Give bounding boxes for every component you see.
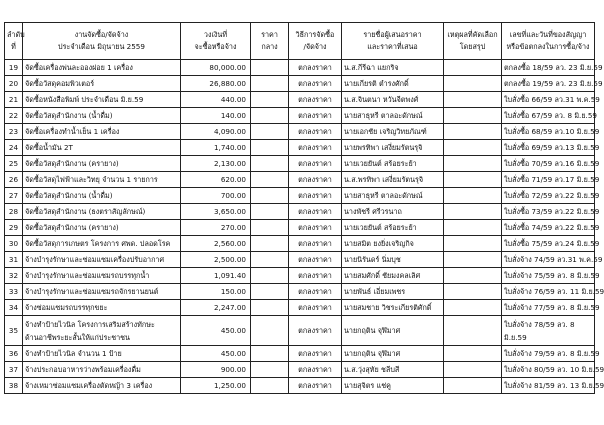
row-method: ตกลงราคา — [289, 108, 342, 124]
row-method: ตกลงราคา — [289, 220, 342, 236]
row-bidder: น.ส.กีรีฉา แยกริจ — [342, 60, 444, 76]
row-number: 38 — [5, 378, 23, 394]
row-item: จ้างบำรุงรักษาและซ่อมแซมเครื่องปรับอากาศ — [23, 252, 181, 268]
row-bidder: นายสาธุหรี ตาลอะดักษณ์ — [342, 188, 444, 204]
row-contract: ใบสั่งซื้อ 72/59 ลว.22 มิ.ย.59 — [502, 188, 595, 204]
table-row — [5, 316, 595, 346]
row-method: ตกลงราคา — [289, 60, 342, 76]
row-bidder: นายสาธุหรี ตาลอะดักษณ์ — [342, 108, 444, 124]
row-number: 36 — [5, 346, 23, 362]
row-contract: ใบสั่งจ้าง 81/59 ลว. 13 มิ.ย.59 — [502, 378, 595, 394]
row-method: ตกลงราคา — [289, 188, 342, 204]
table-row — [5, 268, 595, 284]
row-reason — [444, 140, 502, 156]
row-bidder: น.ส.จินตนา หวันจีตพงศ์ — [342, 92, 444, 108]
row-reason — [444, 300, 502, 316]
row-median-price — [251, 60, 289, 76]
table-row — [5, 140, 595, 156]
row-median-price — [251, 300, 289, 316]
table-row — [5, 220, 595, 236]
table-row — [5, 300, 595, 316]
row-contract: ใบสั่งจ้าง 77/59 ลว. 8 มิ.ย.59 — [502, 300, 595, 316]
table-row — [5, 76, 595, 92]
row-item: จัดซื้อวัสดุคอมพิวเตอร์ — [23, 76, 181, 92]
row-number: 32 — [5, 268, 23, 284]
row-number: 37 — [5, 362, 23, 378]
row-item: จัดซื้อหนังสือพิมพ์ ประจำเดือน มิ.ย.59 — [23, 92, 181, 108]
row-method: ตกลงราคา — [289, 362, 342, 378]
row-median-price — [251, 204, 289, 220]
row-number: 35 — [5, 316, 23, 346]
row-number: 27 — [5, 188, 23, 204]
table-header-row — [5, 23, 595, 60]
row-reason — [444, 92, 502, 108]
row-number: 22 — [5, 108, 23, 124]
row-budget: 700.00 — [181, 188, 251, 204]
row-item: จัดซื้อวัสดุสำนักงาน (น้ำดื่ม) — [23, 108, 181, 124]
row-reason — [444, 76, 502, 92]
row-bidder: นายเวยยันต์ สร้อยระย้า — [342, 220, 444, 236]
row-contract: ใบสั่งจ้าง 76/59 ลว. 11 มิ.ย.59 — [502, 284, 595, 300]
row-item: จ้างประกอบอาหารว่างพร้อมเครื่องดื่ม — [23, 362, 181, 378]
row-bidder: นายพรทิพา เสงี่ยมรัตนรุจิ — [342, 140, 444, 156]
row-contract: ใบสั่งซื้อ 73/59 ลว.22 มิ.ย.59 — [502, 204, 595, 220]
row-method: ตกลงราคา — [289, 204, 342, 220]
row-method: ตกลงราคา — [289, 140, 342, 156]
table-row — [5, 362, 595, 378]
table-row — [5, 188, 595, 204]
row-method: ตกลงราคา — [289, 300, 342, 316]
row-budget: 2,130.00 — [181, 156, 251, 172]
row-median-price — [251, 236, 289, 252]
row-contract: ใบสั่งจ้าง 75/59 ลว. 8 มิ.ย.59 — [502, 268, 595, 284]
row-bidder: นายกฤติน จุฬิมาศ — [342, 346, 444, 362]
row-method: ตกลงราคา — [289, 156, 342, 172]
row-reason — [444, 316, 502, 346]
row-number: 24 — [5, 140, 23, 156]
row-reason — [444, 188, 502, 204]
row-bidder: นายกฤติน จุฬิมาศ — [342, 316, 444, 346]
row-reason — [444, 172, 502, 188]
header-median-price: ราคา กลาง — [251, 23, 289, 60]
row-budget: 26,880.00 — [181, 76, 251, 92]
row-number: 20 — [5, 76, 23, 92]
row-budget: 150.00 — [181, 284, 251, 300]
row-item: จ้างซ่อมแซมรถบรรทุกขยะ — [23, 300, 181, 316]
row-item: จัดซื้อเครื่องพ่นละอองฝอย 1 เครื่อง — [23, 60, 181, 76]
row-budget: 140.00 — [181, 108, 251, 124]
row-item: จ้างทำป้ายไวนิล จำนวน 1 ป้าย — [23, 346, 181, 362]
header-budget: วงเงินที่ จะซื้อหรือจ้าง — [181, 23, 251, 60]
row-reason — [444, 124, 502, 140]
row-item: จ้างบำรุงรักษาและซ่อมแซมรถบรรทุกน้ำ — [23, 268, 181, 284]
header-bidders: รายชื่อผู้เสนอราคา และราคาที่เสนอ — [342, 23, 444, 60]
row-budget: 80,000.00 — [181, 60, 251, 76]
row-reason — [444, 60, 502, 76]
row-median-price — [251, 316, 289, 346]
row-item: จัดซื้อเครื่องทำน้ำเย็น 1 เครื่อง — [23, 124, 181, 140]
table-row — [5, 378, 595, 394]
row-number: 28 — [5, 204, 23, 220]
row-method: ตกลงราคา — [289, 346, 342, 362]
header-method: วิธีการจัดซื้อ /จัดจ้าง — [289, 23, 342, 60]
row-median-price — [251, 108, 289, 124]
row-number: 21 — [5, 92, 23, 108]
row-median-price — [251, 378, 289, 394]
row-method: ตกลงราคา — [289, 172, 342, 188]
table-row — [5, 124, 595, 140]
row-median-price — [251, 92, 289, 108]
row-budget: 450.00 — [181, 316, 251, 346]
row-contract: ใบสั่งซื้อ 75/59 ลว.24 มิ.ย.59 — [502, 236, 595, 252]
row-item: จัดซื้อวัสดุสำนักงาน (ธงตราสัญลักษณ์) — [23, 204, 181, 220]
row-bidder: นายพันธ์ เอี่ยมเพชร — [342, 284, 444, 300]
row-budget: 620.00 — [181, 172, 251, 188]
row-number: 23 — [5, 124, 23, 140]
procurement-table — [4, 22, 604, 394]
table-row — [5, 284, 595, 300]
row-median-price — [251, 268, 289, 284]
header-item: งานจัดซื้อ/จัดจ้าง ประจำเดือน มิถุนายน 2559 — [23, 23, 181, 60]
row-median-price — [251, 156, 289, 172]
row-item: จัดซื้อวัสดุสำนักงาน (ครายาง) — [23, 156, 181, 172]
row-budget: 900.00 — [181, 362, 251, 378]
row-method: ตกลงราคา — [289, 124, 342, 140]
row-budget: 3,650.00 — [181, 204, 251, 220]
row-item: จัดซื้อวัสดุสำนักงาน (ครายาง) — [23, 220, 181, 236]
row-reason — [444, 220, 502, 236]
row-bidder: นายสมชาย วิชระเกียรติศักดิ์ — [342, 300, 444, 316]
row-method: ตกลงราคา — [289, 236, 342, 252]
row-contract: ตกลงซื้อ 18/59 ลว. 23 มิ.ย.59 — [502, 60, 595, 76]
row-contract: ใบสั่งซื้อ 74/59 ลว.22 มิ.ย.59 — [502, 220, 595, 236]
row-reason — [444, 346, 502, 362]
row-method: ตกลงราคา — [289, 252, 342, 268]
row-reason — [444, 268, 502, 284]
row-budget: 1,740.00 — [181, 140, 251, 156]
row-number: 26 — [5, 172, 23, 188]
row-bidder: นางพัชรี ศรีวรนาถ — [342, 204, 444, 220]
table-row — [5, 156, 595, 172]
table-row — [5, 172, 595, 188]
row-reason — [444, 204, 502, 220]
row-item: จ้างบำรุงรักษาและซ่อมแซมรถจักรยานยนต์ — [23, 284, 181, 300]
header-reason: เหตุผลที่คัดเลือก โดยสรุป — [444, 23, 502, 60]
row-number: 33 — [5, 284, 23, 300]
row-reason — [444, 252, 502, 268]
row-budget: 2,247.00 — [181, 300, 251, 316]
row-reason — [444, 156, 502, 172]
row-budget: 1,091.40 — [181, 268, 251, 284]
row-reason — [444, 236, 502, 252]
table-row — [5, 60, 595, 76]
row-number: 25 — [5, 156, 23, 172]
row-number: 31 — [5, 252, 23, 268]
row-item: จัดซื้อวัสดุสำนักงาน (น้ำดื่ม) — [23, 188, 181, 204]
row-bidder: นายสมิต ยงยิ่งเจริญกิจ — [342, 236, 444, 252]
row-item: จัดซื้อวัสดุไฟฟ้าและวิทยุ จำนวน 1 รายการ — [23, 172, 181, 188]
row-median-price — [251, 76, 289, 92]
row-item: จ้างเหมาซ่อมแซมเครื่องตัดหญ้า 3 เครื่อง — [23, 378, 181, 394]
row-median-price — [251, 220, 289, 236]
row-reason — [444, 284, 502, 300]
row-median-price — [251, 346, 289, 362]
row-contract: ใบสั่งซื้อ 70/59 ลว.16 มิ.ย.59 — [502, 156, 595, 172]
row-median-price — [251, 252, 289, 268]
table-row — [5, 108, 595, 124]
row-contract: ใบสั่งจ้าง 74/59 ลว.31 พ.ค.59 — [502, 252, 595, 268]
row-bidder: น.ส.วุ่งสุทัย ชลีบสี — [342, 362, 444, 378]
row-method: ตกลงราคา — [289, 92, 342, 108]
row-budget: 440.00 — [181, 92, 251, 108]
row-budget: 270.00 — [181, 220, 251, 236]
row-number: 30 — [5, 236, 23, 252]
row-budget: 2,560.00 — [181, 236, 251, 252]
row-budget: 4,090.00 — [181, 124, 251, 140]
row-bidder: นายเอกชัย เจริญวิทยภัณฑ์ — [342, 124, 444, 140]
row-method: ตกลงราคา — [289, 76, 342, 92]
row-median-price — [251, 284, 289, 300]
row-median-price — [251, 362, 289, 378]
row-bidder: นายสุจิตร แช่คู — [342, 378, 444, 394]
row-contract: ใบสั่งซื้อ 68/59 ลว.10 มิ.ย.59 — [502, 124, 595, 140]
row-median-price — [251, 188, 289, 204]
row-reason — [444, 362, 502, 378]
row-contract: ใบสั่งซื้อ 66/59 ลว.31 พ.ค.59 — [502, 92, 595, 108]
row-median-price — [251, 172, 289, 188]
table-row — [5, 204, 595, 220]
row-median-price — [251, 124, 289, 140]
row-contract: ใบสั่งซื้อ 69/59 ลว.13 มิ.ย.59 — [502, 140, 595, 156]
row-median-price — [251, 140, 289, 156]
table-row — [5, 252, 595, 268]
row-number: 29 — [5, 220, 23, 236]
row-method: ตกลงราคา — [289, 378, 342, 394]
header-contract: เลขที่และวันที่ของสัญญา หรือข้อตกลงในการซื้อ/จ้าง — [502, 23, 595, 60]
row-bidder: นายนิรันดร์ นิ่มบุช — [342, 252, 444, 268]
row-method: ตกลงราคา — [289, 268, 342, 284]
row-contract: ใบสั่งซื้อ 71/59 ลว.17 มิ.ย.59 — [502, 172, 595, 188]
row-bidder: น.ส.พรทิพา เสงี่ยมรัตนรุจิ — [342, 172, 444, 188]
row-contract: ใบสั่งจ้าง 79/59 ลว. 8 มิ.ย.59 — [502, 346, 595, 362]
row-method: ตกลงราคา — [289, 316, 342, 346]
row-contract: ใบสั่งจ้าง 78/59 ลว. 8 มิ.ย.59 — [502, 316, 595, 346]
row-item: จัดซื้อน้ำมัน 2T — [23, 140, 181, 156]
row-bidder: นายเกียรติ ตำรงศักดิ์ — [342, 76, 444, 92]
row-item: จ้างทำป้ายไวนิล โครงการเสริมสร้างทักษะ ด้านอาชีพระยะสั้นให้แก่ประชาชน — [23, 316, 181, 346]
row-number: 19 — [5, 60, 23, 76]
row-item: จัดซื้อวัสดุการเกษตร โครงการ ศพด. ปลอดโรค — [23, 236, 181, 252]
row-bidder: นายสมศักดิ์ ชัยมงคลเลิศ — [342, 268, 444, 284]
row-number: 34 — [5, 300, 23, 316]
row-budget: 1,250.00 — [181, 378, 251, 394]
table-row — [5, 346, 595, 362]
table-row — [5, 92, 595, 108]
row-reason — [444, 108, 502, 124]
row-reason — [444, 378, 502, 394]
row-contract: ใบสั่งซื้อ 67/59 ลว. 8 มิ.ย.59 — [502, 108, 595, 124]
row-bidder: นายเวยยันต์ สร้อยระย้า — [342, 156, 444, 172]
row-method: ตกลงราคา — [289, 284, 342, 300]
row-budget: 450.00 — [181, 346, 251, 362]
row-contract: ตกลงซื้อ 19/59 ลว. 23 มิ.ย.59 — [502, 76, 595, 92]
table-row — [5, 236, 595, 252]
row-contract: ใบสั่งจ้าง 80/59 ลว. 10 มิ.ย.59 — [502, 362, 595, 378]
header-no: ลำดับ ที่ — [5, 23, 23, 60]
row-budget: 2,500.00 — [181, 252, 251, 268]
